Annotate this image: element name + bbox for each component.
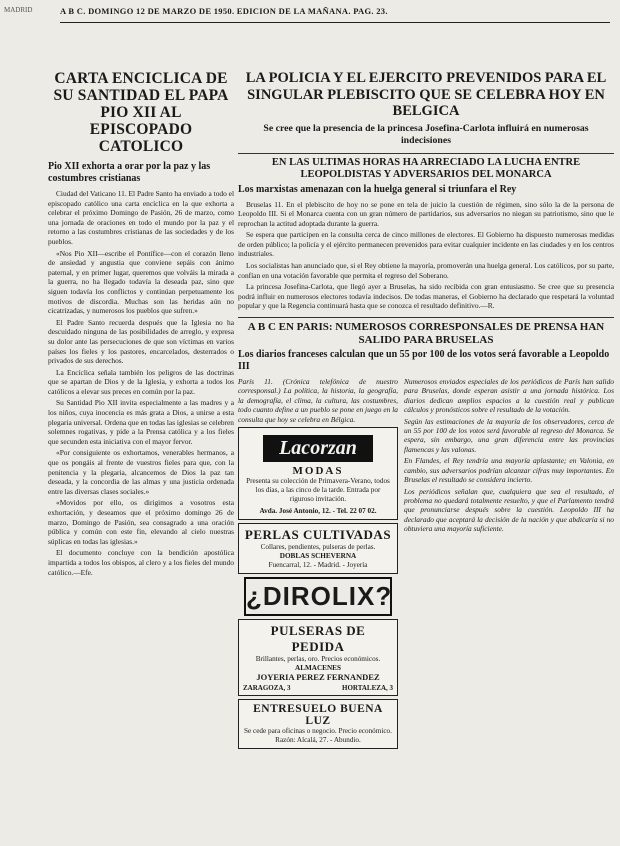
perlas-body: Collares, pendientes, pulseras de perlas. [260, 543, 376, 552]
encyclical-subhead: Pio XII exhorta a orar por la paz y las costumbres cristianas [48, 161, 211, 184]
page-header: A B C. DOMINGO 12 DE MARZO DE 1950. EDICION DE LA MAÑANA. PAG. 23. [60, 6, 610, 23]
section2-body [238, 377, 614, 752]
corner-mark: MADRID [4, 6, 33, 14]
paris-column [404, 377, 614, 752]
section1-kicker: Los marxistas amenazan con la huelga general si triunfara el Rey [238, 183, 517, 195]
ad-pulseras [238, 619, 398, 696]
section2-kicker: Los diarios franceses calculan que un 55 por 100 de los votos será favorable a Leopoldo III [238, 349, 610, 373]
perlas-brand: DOBLAS SCHEVERNA [279, 552, 357, 561]
encyclical-paragraph: Su Santidad Pio XII invita especialmente a las madres y a los niños, cuya inocencia es más grata a Dios, a unirse a esta plegaria universal. Ordena que en todas las iglesias se celebren solemnes rogativas, y pide a la Prensa católica y a los fieles que secunden esta iniciativa con el mayor fervor. [48, 398, 234, 446]
lacorzan-type: MODAS [292, 465, 344, 478]
pulseras-street: HORTALEZA, 3 [342, 684, 393, 693]
pulseras-title: PULSERAS DE PEDIDA [270, 623, 366, 655]
encyclical-paragraph: La Encíclica señala también los peligros de las doctrinas que se apartan de Dios y de la Iglesia, y exhorta a todos los católicos a elevar sus preces en común por la paz. [48, 367, 234, 396]
perlas-title: PERLAS CULTIVADAS [244, 527, 392, 543]
section1-paragraph: La princesa Josefina-Carlota, que llegó ayer a Bruselas, ha sido recibida con gran entusiasmo. Se cree que su presencia podrá influir en numerosos electores todavía indecisos. De todas maneras, el Gobierno ha declarado que respetará la voluntad popular y que la Regencia continuará hasta que se conozca el resultado definitivo.—R. [238, 282, 614, 311]
encyclical-paragraph: «Por consiguiente os exhortamos, venerables hermanos, a que os pongáis al frente de vuestros fieles para que, con la penitencia y la plegaria, alcancemos de Dios la paz tan deseada, y la concordia de las almas y una justicia ordenada entre las diversas clases sociales.» [48, 448, 234, 496]
pulseras-body: Brillantes, perlas, oro. Precios económicos. [255, 655, 381, 664]
pulseras-address-bar [243, 684, 393, 692]
pulseras-city: ZARAGOZA, 3 [243, 684, 291, 693]
section1-paragraph: Bruselas 11. En el plebiscito de hoy no se pone en tela de juicio la cuestión de régimen, sino sólo la de la persona de Leopoldo III. Si el Monarca cuenta con un gran número de partidarios, sus adversarios no niegan su patriotismo, sino que le reprochan la actitud adoptada durante la guerra. [238, 199, 614, 228]
section1-paragraph: Los socialistas han anunciado que, si el Rey obtiene la mayoría, promoverán una huelga general. Los católicos, por su parte, confían en una votación favorable que permita el regreso del Soberano. [238, 261, 614, 280]
entresuelo-title: ENTRESUELO BUENA LUZ [253, 703, 383, 728]
perlas-address: Fuencarral, 12. - Madrid. - Joyería [268, 561, 368, 570]
paris-paragraph: Los periódicos señalan que, cualquiera que sea el resultado, el problema no quedará totalmente resuelto, y que el Parlamento tendrá que pronunciarse después sobre la cuestión. Leopoldo III ha declarado que aceptará la decisión de la nación y que abdicaría si no obtuviera una mayoría suficiente. [404, 486, 614, 534]
encyclical-paragraph: «Movidos por ello, os dirigimos a vosotros esta exhortación, y deseamos que el próximo domingo 26 de marzo, Domingo de Pasión, sea consagrado a una oración pública y común con este fin, elevando al cielo nuestras súplicas en todas las iglesias.» [48, 498, 234, 546]
section2-title: A B C EN PARIS: NUMEROSOS CORRESPONSALES DE PRENSA HAN SALIDO PARA BRUSELAS [238, 317, 614, 347]
section2-lead: París 11. (Crónica telefónica de nuestro corresponsal.) La política, la historia, la geografía, la demografía, el clima, la cultura, las costumbres, todo cuanto define a un pueblo se pone en juego en la consulta que hoy se celebra en Bélgica. [238, 377, 398, 424]
entresuelo-body: Se cede para oficinas o negocio. Precio económico. Razón: Alcalá, 27. - Abundio. [244, 727, 392, 745]
pulseras-shop: JOYERIA PEREZ FERNANDEZ [256, 672, 380, 683]
encyclical-paragraph: El documento concluye con la bendición apostólica impartida a todos los obispos, al clero y a los fieles del mundo católico.—Efe. [48, 548, 234, 577]
ad-perlas [238, 523, 398, 574]
ad-lacorzan [238, 427, 398, 520]
encyclical-paragraph: «Nos Pio XII—escribe el Pontífice—con el corazón lleno de ansiedad y angustia que conviene sepáis con ánimo paternal, y en primer lugar, queremos que volváis la mirada a la guerra, no ha llegado todavía la deseada paz, sino que siguen todavía los conflictos y continúan perpetuamente los motivos de discordia. Muchas son las heridas aún no cicatrizadas, y numerosos los pueblos que sufren.» [48, 248, 234, 316]
belgium-headline: LA POLICIA Y EL EJERCITO PREVENIDOS PARA EL SINGULAR PLEBISCITO QUE SE CELEBRA HOY EN BELGICA [245, 70, 607, 119]
paris-paragraph: Según las estimaciones de la mayoría de los observadores, cerca de un 55 por 100 de los votos será favorable al regreso del Monarca. Se espera, sin embargo, una gran diferencia entre las provincias flamencas y las valonas. [404, 416, 614, 454]
right-column [238, 70, 614, 840]
ad-dirolix: ¿DIROLIX? [244, 577, 392, 616]
section1-paragraph: Se espera que participen en la consulta cerca de cinco millones de electores. El Gobierno ha dispuesto numerosas medidas de orden público; la policía y el ejército permanecen prevenidos para evitar cualquier incidente en las ciudades y en los centros industriales. [238, 230, 614, 259]
paris-paragraph: Numerosos enviados especiales de los periódicos de París han salido para Bruselas, donde esperan asistir a una jornada histórica. Los diarios dedican amplios espacios a la cuestión real y publican cálculos y pronósticos sobre el resultado de la votación. [404, 377, 614, 415]
lacorzan-logo: Lacorzan [263, 435, 373, 462]
section1-title: EN LAS ULTIMAS HORAS HA ARRECIADO LA LUCHA ENTRE LEOPOLDISTAS Y ADVERSARIOS DEL MONARCA [238, 153, 614, 182]
left-column [48, 70, 234, 840]
encyclical-headline: CARTA ENCICLICA DE SU SANTIDAD EL PAPA PIO XII AL EPISCOPADO CATOLICO [53, 70, 229, 155]
pulseras-brand: ALMACENES [295, 664, 341, 673]
encyclical-paragraph: El Padre Santo recuerda después que la Iglesia no ha descuidado ninguna de las posibilidades de arreglo, y expresa su dolor ante las persecuciones de que son víctimas en varios países los fieles y los pastores, encarcelados, desterrados o privados de sus derechos. [48, 317, 234, 366]
ad-entresuelo [238, 699, 398, 749]
encyclical-paragraph: Ciudad del Vaticano 11. El Padre Santo ha enviado a todo el episcopado católico una carta encíclica en la que exhorta a celebrar el próximo Domingo de Pasión, 26 de marzo, como una jornada de oraciones en todo el mundo por la paz y el retorno a las costumbres cristianas de las sociedades y de los pueblos. [48, 189, 234, 246]
belgium-subhead: Se cree que la presencia de la princesa Josefina-Carlota influirá en numerosas indecisiones [263, 122, 589, 146]
ads-column [238, 377, 398, 752]
paris-paragraph: En Flandes, el Rey tendría una mayoría aplastante; en Valonia, en cambio, sus adversarios podrían alcanzar cifras muy importantes. En Bruselas el resultado se considera incierto. [404, 456, 614, 485]
lacorzan-body: Presenta su colección de Primavera-Verano, todos los días, a las cinco de la tarde. Entrada por riguroso invitación. [246, 477, 390, 504]
lacorzan-address: Avda. José Antonio, 12. - Tel. 22 07 02. [259, 507, 377, 516]
